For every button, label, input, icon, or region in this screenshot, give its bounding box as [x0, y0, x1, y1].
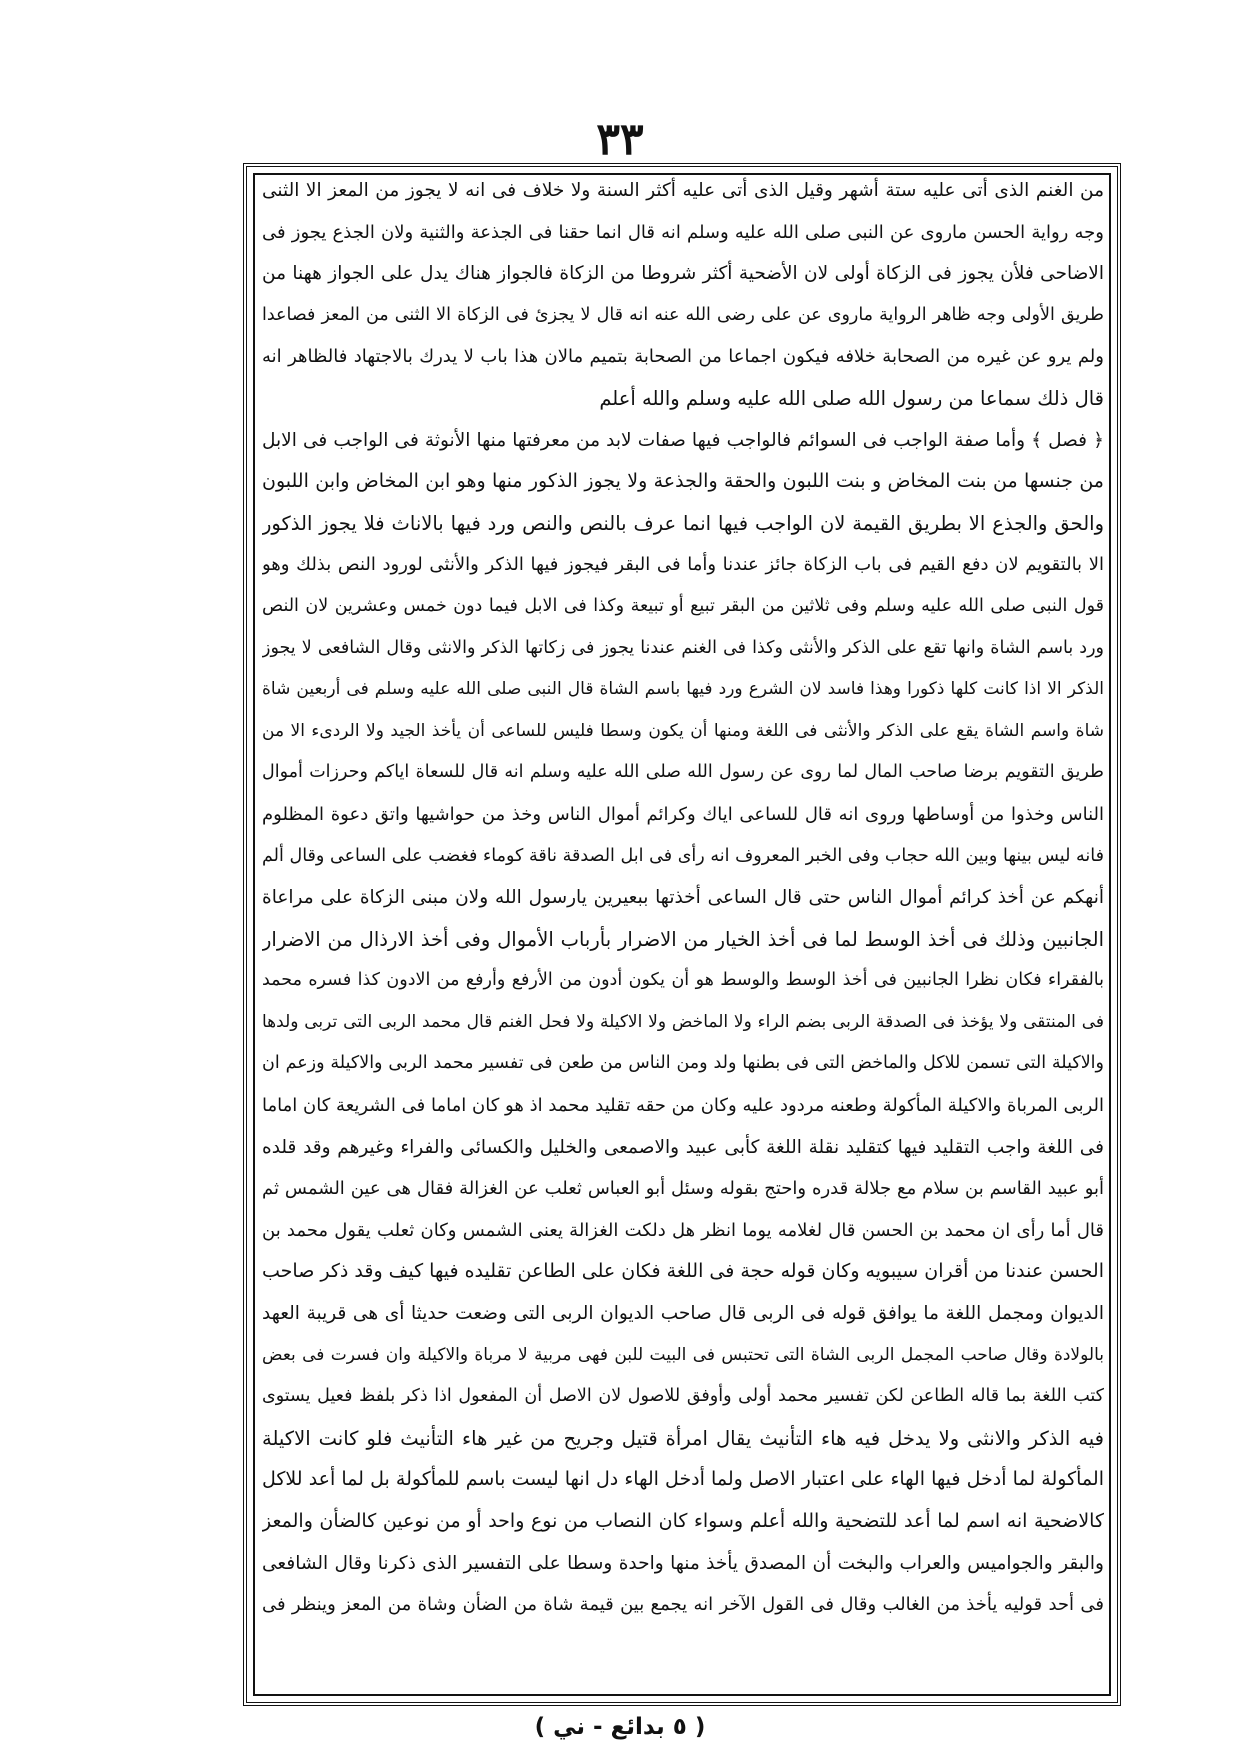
text-line: شاة واسم الشاة يقع على الذكر والأنثى فى اللغة ومنها أن يكون وسطا فليس للساعى أن يأخذ الجيد ولا الردىء الا من — [262, 720, 1104, 741]
page-number: ٣٣ — [596, 114, 644, 165]
text-line: ورد باسم الشاة وانها تقع على الذكر والأنثى وكذا فى الغنم عندنا يجوز فى زكاتها الذكر والانثى وقال الشافعى لا يجوز — [262, 637, 1104, 658]
text-line: طريق الأولى وجه ظاهر الرواية ماروى عن على رضى الله عنه انه قال لا يجزئ فى الزكاة الا الثنى من المعز فصاعدا — [262, 304, 1104, 325]
text-line: أبو عبيد القاسم بن سلام مع جلالة قدره واحتج بقوله وسئل أبو العباس ثعلب عن الغزالة فقال هى عين الشمس ثم — [262, 1178, 1104, 1200]
text-line: الذكر الا اذا كانت كلها ذكورا وهذا فاسد لان الشرع ورد فيها باسم الشاة قال النبى صلى الله عليه وسلم فى أربعين شاة — [262, 679, 1104, 700]
text-line: من جنسها من بنت المخاض و بنت اللبون والحقة والجذعة ولا يجوز الذكور منها وهو ابن المخاض وابن اللبون — [262, 470, 1104, 493]
text-line: والحق والجذع الا بطريق القيمة لان الواجب فيها انما عرف بالنص والنص ورد فيها بالاناث فلا يجوز الذكور — [262, 511, 1104, 535]
text-line: الا بالتقويم لان دفع القيم فى باب الزكاة جائز عندنا وأما فى البقر فيجوز فيها الذكر والأنثى لورود النص بذلك وهو — [262, 554, 1104, 576]
text-line: فيه الذكر والانثى ولا يدخل فيه هاء التأنيث يقال امرأة قتيل وجريح من غير هاء التأنيث فلو كانت الاكيلة — [262, 1426, 1104, 1450]
text-line: ولم يرو عن غيره من الصحابة خلافه فيكون اجماعا من الصحابة بتميم مالان هذا باب لا يدرك بالاجتهاد فالظاهر انه — [262, 346, 1104, 368]
text-line: والبقر والجواميس والعراب والبخت أن المصدق يأخذ منها واحدة وسطا على التفسير الذى ذكرنا وقال الشافعى — [262, 1552, 1104, 1574]
text-line: المأكولة لما أدخل فيها الهاء على اعتبار الاصل ولما أدخل الهاء دل انها ليست باسم للمأكولة بل لما أعد للاكل — [262, 1468, 1104, 1491]
text-line: بالولادة وقال صاحب المجمل الربى الشاة التى تحتبس فى البيت للبن فهى مربية لا مرباة والاكيلة وان فسرت فى بعض — [262, 1344, 1104, 1365]
text-line: قول النبى صلى الله عليه وسلم وفى ثلاثين من البقر تبيع أو تبيعة وكذا فى الابل فيما دون خمس وعشرين لان النص — [262, 595, 1104, 616]
text-line: أنهكم عن أخذ كرائم أموال الناس حتى قال الساعى أخذتها ببعيرين يارسول الله ولان مبنى الزكاة على مراعاة — [262, 887, 1104, 909]
text-line: بالفقراء فكان نظرا الجانبين فى أخذ الوسط والوسط هو أن يكون أدون من الأرفع وأرفع من الادون كذا فسره محمد — [262, 970, 1104, 991]
text-line: الديوان ومجمل اللغة ما يوافق قوله فى الربى قال صاحب الديوان الربى التى وضعت حديثا أى هى قريبة العهد — [262, 1303, 1104, 1325]
text-line: الجانبين وذلك فى أخذ الوسط لما فى أخذ الخيار من الاضرار بأرباب الأموال وفى أخذ الارذال من الاضرار — [262, 927, 1104, 951]
text-line: وجه رواية الحسن ماروى عن النبى صلى الله عليه وسلم انه قال انما حقنا فى الجذعة والثنية ولان الجذع يجوز فى — [262, 221, 1104, 243]
text-line: فى اللغة واجب التقليد فيها كتقليد نقلة اللغة كأبى عبيد والاصمعى والخليل والكسائى والفراء وغيرهم وقد قلده — [262, 1136, 1104, 1158]
text-line: الاضاحى فلأن يجوز فى الزكاة أولى لان الأضحية أكثر شروطا من الزكاة فالجواز هناك يدل على الجواز ههنا من — [262, 263, 1104, 285]
text-line: فى المنتقى ولا يؤخذ فى الصدقة الربى بضم الراء ولا الماخض ولا الاكيلة ولا فحل الغنم قال محمد الربى التى تربى ولدها — [262, 1011, 1104, 1032]
text-line: الربى المرباة والاكيلة المأكولة وطعنه مردود عليه وكان من حقه تقليد محمد اذ هو كان اماما فى الشريعة كان اماما — [262, 1095, 1104, 1117]
text-line: والاكيلة التى تسمن للاكل والماخض التى فى بطنها ولد ومن الناس من طعن فى تفسير محمد الربى والاكيلة وزعم ان — [262, 1053, 1104, 1074]
text-line: فى أحد قوليه يأخذ من الغالب وقال فى القول الآخر انه يجمع بين قيمة شاة من الضأن وشاة من المعز وينظر فى — [262, 1594, 1104, 1616]
text-line: قال أما رأى ان محمد بن الحسن قال لغلامه يوما انظر هل دلكت الغزالة يعنى الشمس وكان ثعلب يقول محمد بن — [262, 1219, 1104, 1241]
text-line: الناس وخذوا من أوساطها وروى انه قال للساعى اياك وكرائم أموال الناس وخذ من حواشيها واتق دعوة المظلوم — [262, 803, 1104, 825]
text-line: من الغنم الذى أتى عليه ستة أشهر وقيل الذى أتى عليه أكثر السنة ولا خلاف فى انه لا يجوز من المعز الا الثنى — [262, 180, 1104, 201]
text-line: فانه ليس بينها وبين الله حجاب وفى الخبر المعروف انه رأى فى ابل الصدقة ناقة كوماء فغضب على الساعى وقال ألم — [262, 845, 1104, 866]
text-line: الحسن عندنا من أقران سيبويه وكان قوله حجة فى اللغة فكان على الطاعن تقليده فيها كيف وقد ذكر صاحب — [262, 1260, 1104, 1283]
section-heading-line: ﴿ فصل ﴾ وأما صفة الواجب فى السوائم فالواجب فيها صفات لابد من معرفتها منها الأنوثة فى الواجب فى الابل — [262, 429, 1104, 451]
footer-signature: ( ٥ بدائع - ني ) — [534, 1714, 706, 1740]
text-line: كتب اللغة بما قاله الطاعن لكن تفسير محمد أولى وأوفق للاصول لان الاصل أن المفعول اذا ذكر بلفظ فعيل يستوى — [262, 1386, 1104, 1407]
text-line: طريق التقويم برضا صاحب المال لما روى عن رسول الله صلى الله عليه وسلم انه قال للسعاة اياكم وحرزات أموال — [262, 762, 1104, 783]
text-line: كالاضحية انه اسم لما أعد للتضحية والله أعلم وسواء كان النصاب من نوع واحد أو من نوعين كالضأن والمعز — [262, 1510, 1104, 1532]
text-line: قال ذلك سماعا من رسول الله صلى الله عليه وسلم والله أعلم — [599, 386, 1104, 410]
main-text-block — [262, 170, 1104, 1626]
